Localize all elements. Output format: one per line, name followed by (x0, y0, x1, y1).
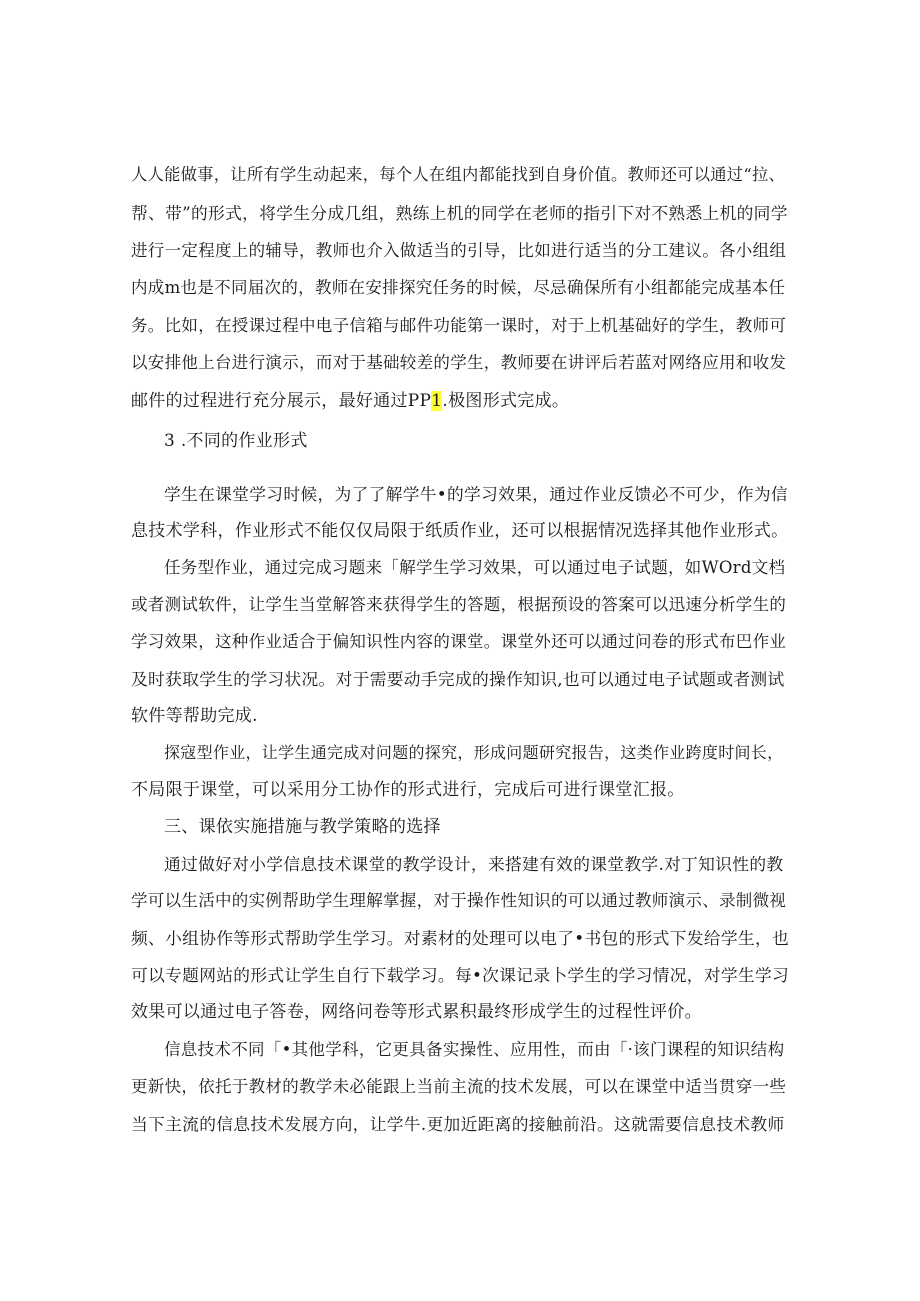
text-line: 及时获取学生的学习状况。对于需要动手完成的操作知识,也可以通过电子试题或者测试 (131, 669, 785, 689)
text-line: 学习效果，这种作业适合于偏知识性内容的课堂。课堂外还可以通过问卷的形式布巴作业 (131, 632, 787, 651)
text-line: 效果可以通过电子答卷，网络问卷等形式累积最终形成学生的过程性评价。 (131, 1002, 702, 1022)
text-run: .极图形式完成。 (442, 391, 570, 411)
text-line: 可以专题网站的形式让学生自行下载学习。每•次课记录卜学生的学习情况，对学生学习 (131, 965, 790, 985)
text-line: 学可以生活中的实例帮助学生理解掌握，对于操作性知识的可以通过教师演示、录制微视 (131, 891, 787, 910)
text-line: 务。比如，在授课过程中电子信箱与邮件功能第一课时，对于上机基础好的学生，教师可 (131, 316, 787, 335)
text-line (131, 390, 569, 412)
text-line: 频、小组协作等形式帮助学生学习。对素材的处理可以电了•书包的形式下发给学生，也 (131, 928, 790, 948)
text-line: 以安排他上台进行演示，而对于基础较差的学生，教师要在讲评后若蓝对网络应用和收发 (131, 353, 787, 372)
text-line: 人人能做事，让所有学生动起来，每个人在组内都能找到自身价值。教师还可以通过“拉、 (131, 165, 786, 184)
text-line: 软件等帮助完成. (131, 706, 258, 726)
text-line: 信息技术不同「•其他学科，它更具备实操性、应用性，而由「·该门课程的知识结构 (164, 1040, 785, 1059)
text-line: 或者测试软件，让学生当堂解答来获得学生的答题，根据预设的答案可以迅速分析学生的 (131, 595, 787, 614)
section-heading: 三、课依实施措施与教学策略的选择 (164, 817, 441, 837)
text-line: 学生在课堂学习时候，为了了解学牛•的学习效果，通过作业反馈必不可少，作为信 (164, 484, 788, 504)
section-heading: 3 .不同的作业形式 (164, 431, 308, 451)
highlighted-text: 1 (431, 391, 443, 411)
text-line: 通过做好对小学信息技术课堂的教学设计，来搭建有效的课堂教学.对丁知识性的教 (164, 854, 784, 874)
text-line: 探寇型作业，让学生通完成对问题的探究，形成问题研究报告，这类作业跨度时间长， (164, 743, 784, 762)
text-line: 更新快，依托于教材的教学未必能跟上当前主流的技术发展，可以在课堂中适当贯穿一些 (131, 1077, 787, 1096)
text-line: 进行一定程度上的辅导，教师也介入做适当的引导，比如进行适当的分工建议。各小组组 (131, 241, 787, 260)
text-line: 内成m也是不同届次的，教师在安排探究任务的时候，尽忌确保所有小组都能完成基本任 (131, 278, 786, 297)
text-line: 帮、带”的形式，将学生分成几组，熟练上机的同学在老师的指引下对不熟悉上机的同学 (131, 203, 788, 223)
text-line: 息技术学科，作业形式不能仅仅局限于纸质作业，还可以根据情况选择其他作业形式。 (131, 521, 789, 541)
text-run: 邮件的过程进行充分展示，最好通过PP (131, 391, 432, 411)
text-line: 不局限于课堂，可以采用分工协作的形式进行，完成后可进行课堂汇报。 (131, 780, 685, 800)
text-line: 任务型作业，通过完成习题来「解学生学习效果，可以通过电子试题，如WOrd文档 (164, 558, 786, 577)
text-line: 当下主流的信息技术发展方向，让学牛.更加近距离的接触前沿。这就需要信息技术教师 (131, 1114, 785, 1134)
